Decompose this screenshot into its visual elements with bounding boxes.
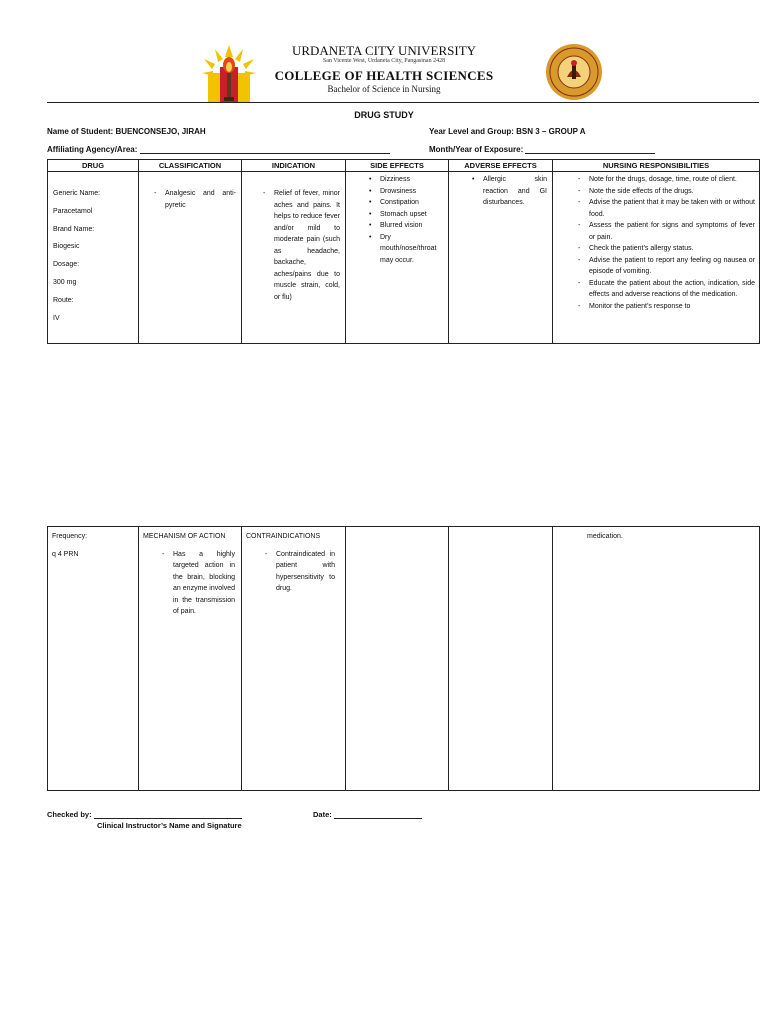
header-nursing-responsibilities: NURSING RESPONSIBILITIES [553,160,760,172]
table-header-row [48,160,760,172]
contraindication-item: - Contraindicated in patient with hypersensitivity to drug. [276,549,335,595]
year-label: Year Level and Group: [429,127,514,136]
indication-cell [242,172,346,344]
student-label: Name of Student: [47,127,114,136]
checked-by-field[interactable] [94,810,242,819]
month-label: Month/Year of Exposure: [429,145,524,154]
header-divider [47,102,759,103]
agency-label: Affiliating Agency/Area: [47,145,138,154]
table-row [48,527,760,791]
side-effect-item: • Blurred vision [380,220,443,232]
month-field[interactable] [525,144,655,154]
mechanism-item: - Has a highly targeted action in the brain, blocking an enzyme involved in the transmission of pain. [173,549,235,618]
drug-study-table-continued [47,526,760,791]
side-effect-item: • Dizziness [380,174,443,186]
header-adverse-effects: ADVERSE EFFECTS [449,160,553,172]
brand-name-label: Brand Name: [53,225,95,233]
adverse-effects-cell [449,172,553,344]
adverse-effect-item: • Allergic skin reaction and GI disturbances. [483,174,547,209]
nursing-item: - Monitor the patient’s response to [589,301,755,313]
dosage-label: Dosage: [53,261,80,269]
route-label: Route: [53,296,74,304]
nursing-item: - Note for the drugs, dosage, time, route of client. [589,174,755,186]
nursing-item: - Check the patient’s allergy status. [589,243,755,255]
nursing-continued-text: medication. [587,533,623,540]
agency-field[interactable] [140,144,390,154]
date-label: Date: [313,810,332,819]
header-side-effects: SIDE EFFECTS [346,160,449,172]
year-value: BSN 3 – GROUP A [516,127,586,136]
college-name: COLLEGE OF HEALTH SCIENCES [274,68,494,83]
nursing-continued-cell [553,527,760,791]
dosage-value: 300 mg [53,278,77,286]
document-title: DRUG STUDY [354,110,414,120]
checked-by-label: Checked by: [47,810,92,819]
side-effect-item: • Constipation [380,197,443,209]
mechanism-header: MECHANISM OF ACTION [143,533,226,540]
classification-item: - Analgesic and anti-pyretic [165,188,236,211]
university-address: San Vicente West, Urdaneta City, Pangasinan 2428 [322,58,446,64]
agency-row [47,144,390,154]
nursing-item: - Advise the patient to report any feeling og nausea or episode of vomiting. [589,255,755,278]
student-value: BUENCONSEJO, JIRAH [115,127,206,136]
date-row [313,810,422,819]
side-effect-item: • Drowsiness [380,186,443,198]
empty-cell [449,527,553,791]
checked-by-row [47,810,242,819]
drug-cell [48,172,139,344]
program-name: Bachelor of Science in Nursing [327,84,441,94]
contraindications-header: CONTRAINDICATIONS [246,533,321,540]
header-indication: INDICATION [242,160,346,172]
indication-item: - Relief of fever, minor aches and pains. It helps to reduce fever and/or mild to moderate pain (such as headache, backache, aches/pains due to muscle strain, cold, or flu) [274,188,340,303]
frequency-value: q 4 PRN [52,550,79,558]
header-classification: CLASSIFICATION [139,160,242,172]
classification-cell [139,172,242,344]
route-value: IV [53,314,60,322]
generic-name-label: Generic Name: [53,190,101,197]
university-name: URDANETA CITY UNIVERSITY [291,43,477,58]
nursing-item: - Advise the patient that it may be taken with or without food. [589,197,755,220]
brand-name-value: Biogesic [53,243,80,251]
header-drug: DRUG [48,160,139,172]
drug-study-table [47,159,760,344]
mechanism-cell [139,527,242,791]
student-name-row [47,127,206,136]
table-row [48,172,760,344]
frequency-cell [48,527,139,791]
frequency-label: Frequency: [52,533,88,540]
generic-name-value: Paracetamol [53,207,93,215]
month-row [429,144,655,154]
nursing-item: - Assess the patient for signs and symptoms of fever or pain. [589,220,755,243]
side-effect-item: • Dry mouth/nose/throat may occur. [380,232,443,267]
side-effect-item: • Stomach upset [380,209,443,221]
contraindications-cell [242,527,346,791]
nursing-cell [553,172,760,344]
date-field[interactable] [334,810,422,819]
empty-cell [346,527,449,791]
nursing-item: - Educate the patient about the action, indication, side effects and adverse reactions of the medication. [589,278,755,301]
side-effects-cell [346,172,449,344]
nursing-item: - Note the side effects of the drugs. [589,186,755,198]
year-level-row [429,127,586,136]
signature-caption: Clinical Instructor’s Name and Signature [97,821,242,830]
